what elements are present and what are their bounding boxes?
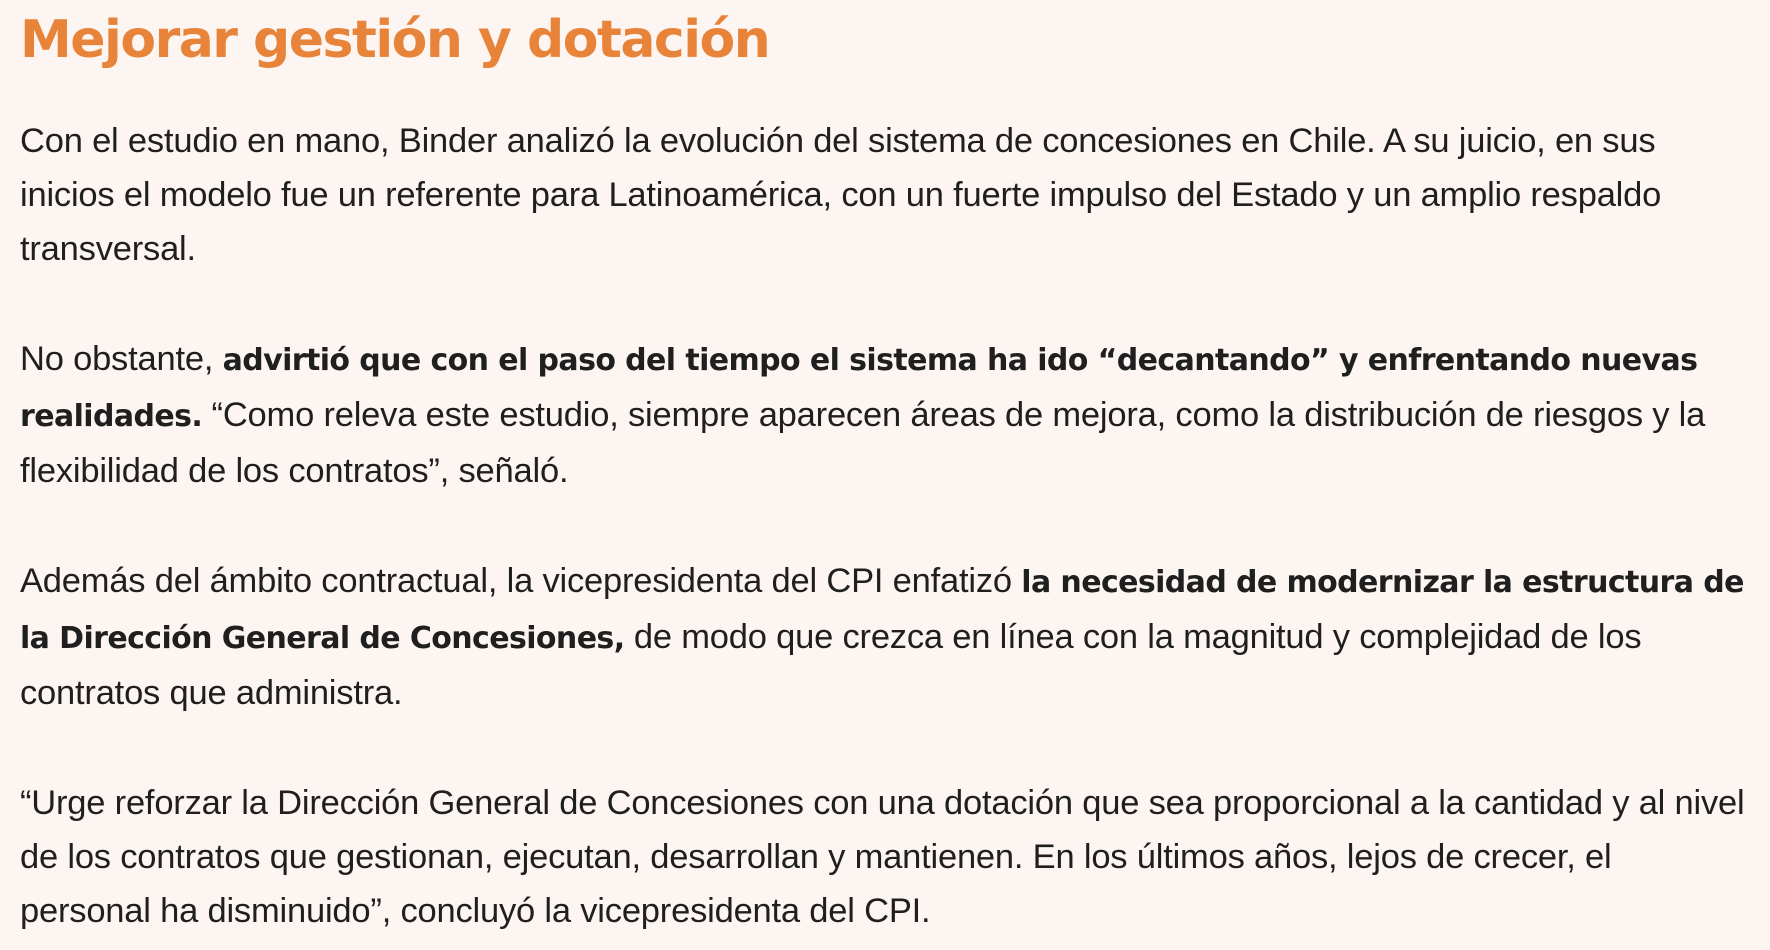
paragraph-3-lead: Además del ámbito contractual, la vicepresidenta del CPI enfatizó <box>20 562 1022 600</box>
section-heading: Mejorar gestión y dotación <box>20 10 770 70</box>
paragraph-2-rest: “Como releva este estudio, siempre aparecen áreas de mejora, como la distribución de riesgos y la flexibilidad de los contratos”, señaló. <box>20 396 1706 490</box>
paragraph-1: Con el estudio en mano, Binder analizó la evolución del sistema de concesiones en Chile. A su juicio, en sus inicios el modelo fue un referente para Latinoamérica, con un fuerte impulso del Estado y un amplio respaldo transversal. <box>20 122 1662 268</box>
paragraph-2 <box>20 332 1750 498</box>
paragraph-3-rest: de modo que crezca en línea con la magnitud y complejidad de los contratos que administra. <box>20 618 1642 712</box>
paragraph-2-emphasis: advirtió que con el paso del tiempo el sistema ha ido “decantando” y enfrentando nuevas realidades. <box>20 343 1698 434</box>
paragraph-2-lead: No obstante, <box>20 340 223 378</box>
paragraph-4: “Urge reforzar la Dirección General de Concesiones con una dotación que sea proporcional a la cantidad y al nivel de los contratos que gestionan, ejecutan, desarrollan y mantienen. En los últimos años, lejos de crecer, el personal ha disminuido”, concluyó la vicepresidenta del CPI. <box>20 784 1745 930</box>
paragraph-3-emphasis: la necesidad de modernizar la estructura de la Dirección General de Concesiones, <box>20 565 1744 656</box>
paragraph-3 <box>20 554 1750 720</box>
